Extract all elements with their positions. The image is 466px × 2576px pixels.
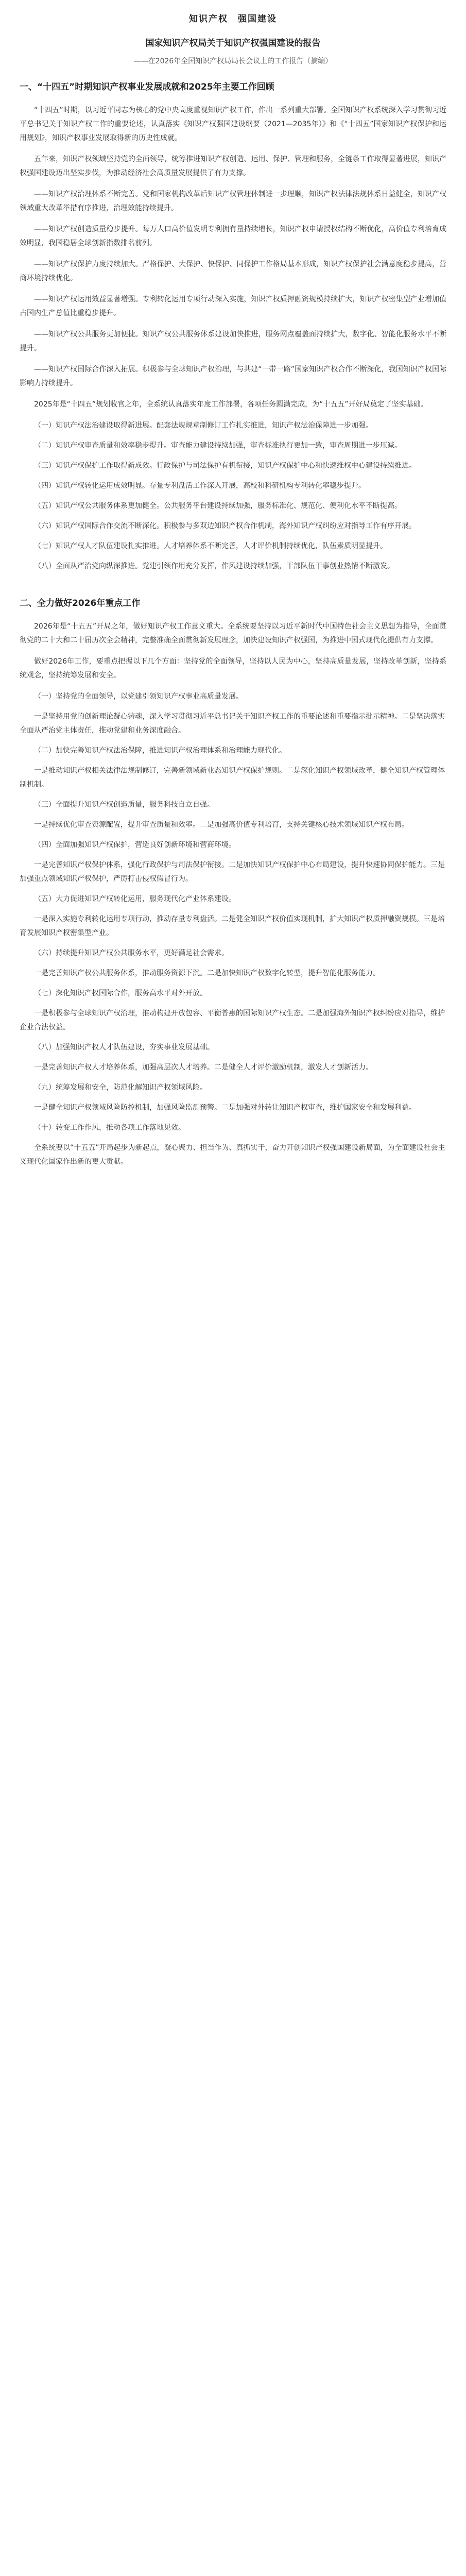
list-item: （七）深化知识产权国际合作，服务高水平对外开放。 — [34, 989, 207, 997]
list-item: （八）加强知识产权人才队伍建设，夯实事业发展基础。 — [34, 1043, 214, 1052]
list-item: 一是完善知识产权保护体系，强化行政保护与司法保护衔接。二是加快知识产权保护中心布局建设，提升快速协同保护能力。三是加强重点领域知识产权保护，严厉打击侵权假冒行为。 — [20, 861, 445, 883]
list-item: （五）大力促进知识产权转化运用，服务现代化产业体系建设。 — [34, 895, 236, 903]
list-item: （七）知识产权人才队伍建设扎实推进。人才培养体系不断完善，人才评价机制持续优化，队伍素质明显提升。 — [34, 542, 387, 550]
list-item: （一）坚持党的全面领导，以党建引领知识产权事业高质量发展。 — [34, 692, 243, 701]
paragraph: ——知识产权治理体系不断完善。党和国家机构改革后知识产权管理体制进一步理顺，知识产权法律法规体系日益健全，知识产权领域重大改革举措有序推进，治理效能持续提升。 — [20, 190, 446, 212]
paragraph: 五年来，知识产权领域坚持党的全面领导，统筹推进知识产权创造、运用、保护、管理和服务，全链条工作取得显著进展，知识产权强国建设迈出坚实步伐，为推动经济社会高质量发展提供了有力支撑。 — [20, 155, 446, 177]
list-item: （二）知识产权审查质量和效率稳步提升。审查能力建设持续加强，审查标准执行更加一致，审查周期进一步压减。 — [34, 442, 402, 450]
list-item: （三）全面提升知识产权创造质量，服务科技自立自强。 — [34, 801, 214, 809]
list-item: （九）统筹发展和安全，防范化解知识产权领域风险。 — [34, 1083, 207, 1092]
section-heading: 一、“十四五”时期知识产权事业发展成就和2025年主要工作回顾 — [20, 82, 274, 92]
page-title: 国家知识产权局关于知识产权强国建设的报告 — [145, 38, 321, 48]
paragraph: ——知识产权国际合作深入拓展。积极参与全球知识产权治理，与共建“一带一路”国家知识产权合作不断深化，我国知识产权国际影响力持续提升。 — [20, 365, 446, 387]
list-item: 一是持续优化审查资源配置，提升审查质量和效率。二是加强高价值专利培育，支持关键核心技术领域知识产权布局。 — [34, 821, 409, 829]
list-item: 一是完善知识产权公共服务体系，推动服务资源下沉。二是加快知识产权数字化转型，提升智能化服务能力。 — [34, 969, 380, 977]
paragraph: 2026年是“十五五”开局之年，做好知识产权工作意义重大。全系统要坚持以习近平新时代中国特色社会主义思想为指导，全面贯彻党的二十大和二十届历次全会精神，完整准确全面贯彻新发展理念，加快建设知识产权强国，为推进中国式现代化提供有力支撑。 — [20, 622, 446, 645]
list-item: （三）知识产权保护工作取得新成效。行政保护与司法保护有机衔接，知识产权保护中心和快速维权中心建设持续推进。 — [34, 462, 416, 470]
list-item: （二）加快完善知识产权法治保障，推进知识产权治理体系和治理能力现代化。 — [34, 747, 286, 755]
paragraph: “十四五”时期，以习近平同志为核心的党中央高度重视知识产权工作，作出一系列重大部署。全国知识产权系统深入学习贯彻习近平总书记关于知识产权工作的重要论述，认真落实《知识产权强国建设纲要（2021—2035年）》和《“十四五”国家知识产权保护和运用规划》，知识产权事业发展取得新的历史性成就。 — [20, 106, 446, 142]
article-body — [20, 79, 446, 1169]
paragraph: 做好2026年工作，要重点把握以下几个方面：坚持党的全面领导，坚持以人民为中心，坚持高质量发展，坚持改革创新，坚持系统观念，坚持统筹发展和安全。 — [20, 657, 446, 680]
list-item: 一是积极参与全球知识产权治理，推动构建开放包容、平衡普惠的国际知识产权生态。二是加强海外知识产权纠纷应对指导，维护企业合法权益。 — [20, 1009, 445, 1031]
list-item: 一是坚持用党的创新理论凝心铸魂，深入学习贯彻习近平总书记关于知识产权工作的重要论述和重要指示批示精神。二是坚决落实全面从严治党主体责任，推动党建和业务深度融合。 — [20, 713, 445, 735]
list-item: （四）知识产权转化运用成效明显。存量专利盘活工作深入开展，高校和科研机构专利转化率稳步提升。 — [34, 482, 366, 490]
paragraph: ——知识产权运用效益显著增强。专利转化运用专项行动深入实施，知识产权质押融资规模持续扩大，知识产权密集型产业增加值占国内生产总值比重稳步提升。 — [20, 295, 446, 317]
paragraph: ——知识产权创造质量稳步提升。每万人口高价值发明专利拥有量持续增长，知识产权申请授权结构不断优化，高价值专利培育成效明显，我国稳居全球创新指数排名前列。 — [20, 225, 446, 247]
paragraph: ——知识产权保护力度持续加大。严格保护、大保护、快保护、同保护工作格局基本形成，知识产权保护社会满意度稳步提高，营商环境持续优化。 — [20, 260, 446, 282]
list-item: （六）知识产权国际合作交流不断深化。积极参与多双边知识产权合作机制，海外知识产权纠纷应对指导工作有序开展。 — [34, 522, 416, 530]
list-item: （十）转变工作作风，推动各项工作落地见效。 — [34, 1124, 185, 1132]
paragraph: 2025年是“十四五”规划收官之年，全系统认真落实年度工作部署，各项任务圆满完成，为“十五五”开好局奠定了坚实基础。 — [34, 400, 428, 409]
list-item: （八）全面从严治党向纵深推进。党建引领作用充分发挥，作风建设持续加强，干部队伍干事创业热情不断激发。 — [34, 562, 394, 570]
list-item: （四）全面加强知识产权保护，营造良好创新环境和营商环境。 — [34, 841, 236, 849]
list-item: （六）持续提升知识产权公共服务水平，更好满足社会需求。 — [34, 949, 229, 957]
list-item: 全系统要以“十五五”开局起步为新起点，凝心聚力、担当作为、真抓实干，奋力开创知识产权强国建设新局面，为全面建设社会主义现代化国家作出新的更大贡献。 — [20, 1144, 445, 1166]
list-item: 一是深入实施专利转化运用专项行动，推动存量专利盘活。二是健全知识产权价值实现机制，扩大知识产权质押融资规模。三是培育发展知识产权密集型产业。 — [20, 915, 445, 937]
list-item: 一是完善知识产权人才培养体系，加强高层次人才培养。二是健全人才评价激励机制，激发人才创新活力。 — [34, 1063, 373, 1072]
list-item: （五）知识产权公共服务体系更加健全。公共服务平台建设持续加强，服务标准化、规范化、便利化水平不断提高。 — [34, 502, 402, 510]
page-subtitle: ——在2026年全国知识产权局局长会议上的工作报告（摘编） — [133, 57, 333, 65]
paragraph: ——知识产权公共服务更加便捷。知识产权公共服务体系建设加快推进，服务网点覆盖面持续扩大，数字化、智能化服务水平不断提升。 — [20, 330, 446, 352]
top-label: 知识产权 强国建设 — [189, 14, 277, 24]
list-item: 一是健全知识产权领域风险防控机制，加强风险监测预警。二是加强对外转让知识产权审查，维护国家安全和发展利益。 — [34, 1104, 416, 1112]
list-item: 一是推动知识产权相关法律法规制修订，完善新领域新业态知识产权保护规则。二是深化知识产权领域改革，健全知识产权管理体制机制。 — [20, 767, 445, 789]
list-item: （一）知识产权法治建设取得新进展。配套法规规章制修订工作扎实推进，知识产权法治保障进一步加强。 — [34, 421, 373, 430]
section-heading: 二、全力做好2026年重点工作 — [20, 598, 141, 608]
